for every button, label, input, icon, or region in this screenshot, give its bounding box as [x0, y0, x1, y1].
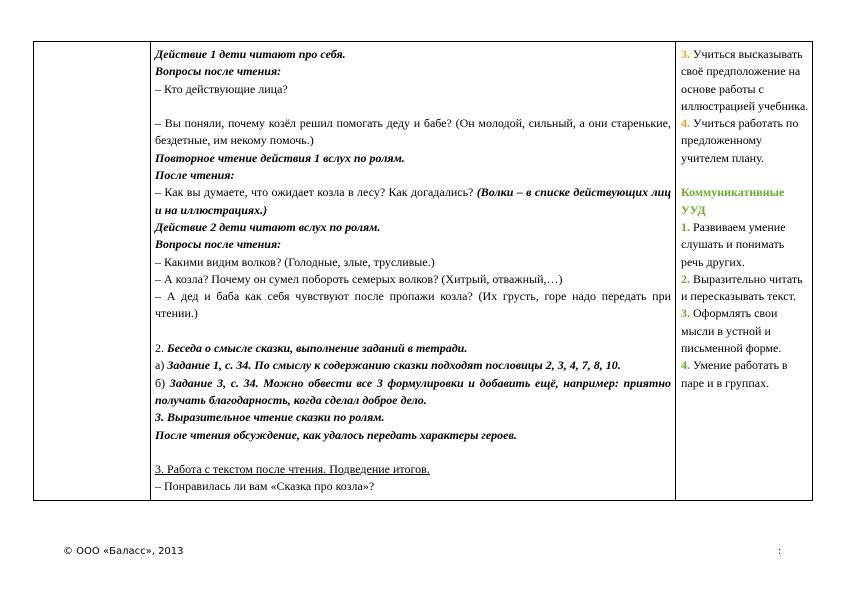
communicative-item-4: 4. Умение работать в паре и в группах. — [681, 358, 788, 390]
uud-column — [676, 42, 812, 500]
expressive-reading: 3. Выразительное чтение сказки по ролям. — [155, 410, 385, 425]
stage-column — [34, 42, 151, 500]
question-forest: – Как вы думаете, что ожидает козла в лесу? Как догадались? (Волки – в списке действующих лиц и на иллюстрациях.) — [155, 185, 671, 217]
after-reading: После чтения: — [155, 168, 235, 183]
communicative-item-1: 1. Развиваем умение слушать и понимать речь других. — [681, 219, 786, 269]
talk-heading: 2. Беседа о смысле сказки, выполнение заданий в тетради. — [155, 341, 468, 356]
regulative-item-3: 3. Учиться высказывать своё предположение на основе работы с иллюстрацией учебника. — [681, 47, 809, 113]
action-1-heading: Действие 1 дети читают про себя. — [155, 47, 346, 61]
content-column — [151, 42, 676, 500]
communicative-item-2: 2. Выразительно читать и пересказывать текст. — [681, 271, 803, 304]
summary-heading: 3. Работа с текстом после чтения. Подведение итогов. — [155, 462, 430, 477]
questions-heading-2: Вопросы после чтения: — [155, 237, 282, 252]
task-3: б) Задание 3, с. 34. Можно обвести все 3 формулировки и добавить ещё, например: приятно получать благодарность, когда сделал доброе дело. — [155, 375, 671, 407]
copyright: © ООО «Баласс», 2013 — [63, 546, 184, 557]
reread-roles: Повторное чтение действия 1 вслух по ролям. — [155, 150, 405, 165]
page-mark: : — [778, 546, 782, 557]
communicative-heading: Коммуникативные УУД — [681, 185, 785, 217]
task-1: а) Задание 1, с. 34. По смыслу к содержанию сказки подходят пословицы 2, 3, 4, 7, 8, 10. — [155, 358, 621, 373]
regulative-item-4: 4. Учиться работать по предложенному учителем плану. — [681, 116, 799, 165]
discussion: После чтения обсуждение, как удалось передать характеры героев. — [155, 427, 517, 442]
question-grandparents: – А дед и баба как себя чувствуют после пропажи козла? (Их грусть, горе надо передать при чтении.) — [155, 289, 671, 321]
action-2-heading: Действие 2 дети читают вслух по ролям. — [155, 219, 381, 234]
questions-heading-1: Вопросы после чтения: — [155, 64, 282, 79]
question-liked: – Понравилась ли вам «Сказка про козла»? — [155, 479, 375, 494]
question-goat: – А козла? Почему он сумел побороть семерых волков? (Хитрый, отважный,…) — [155, 271, 563, 286]
communicative-item-3: 3. Оформлять свои мысли в устной и письменной форме. — [681, 306, 782, 356]
question-wolves: – Какими видим волков? (Голодные, злые, трусливые.) — [155, 254, 435, 269]
question-goat-help: – Вы поняли, почему козёл решил помогать деду и бабе? (Он молодой, сильный, а они старенькие, бездетные, им некому помочь.) — [155, 116, 671, 148]
lesson-table — [33, 41, 813, 501]
question-characters: – Кто действующие лица? — [155, 81, 288, 96]
